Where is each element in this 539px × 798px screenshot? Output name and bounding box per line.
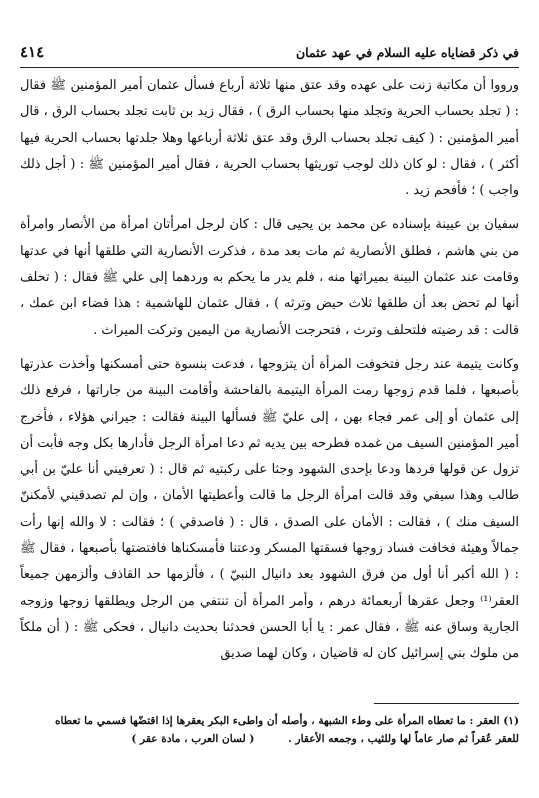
paragraph-mukataba: ورووا أن مكاتبة زنت على عهده وقد عتق منها ثلاثة أرباع فسأل عثمان أمير المؤمنين ﷺ فقال : ( تجلد بحساب الحرية وتجلد منها بحساب الرق ) ، فقال زيد بن ثابت تجلد بحساب الرق ، قال أمير المؤمنين : ( كيف تجلد بحساب الرق وقد عتق ثلاثة أرباعها وهلا جلدتها بحساب الحرية فيها أكثر ) ، فقال : لو كان ذلك لوجب توريثها بحساب الحرية ، فقال أمير المؤمنين ﷺ : ( أجل ذلك واجب ) ؛ فأفحم زيد . [20,78,519,199]
page-number: ٤١٤ [20,43,45,61]
paragraph-sufyan: سفيان بن عيينة بإسناده عن محمد بن يحيى قال : كان لرجل امرأتان امرأة من الأنصار وامرأة من بني هاشم ، فطلق الأنصارية ثم مات بعد مدة ، فذكرت الأنصارية التي طلقها أنها في عدتها وقامت عند عثمان البينة بميراثها منه ، فلم يدر ما يحكم به وردهما إلى علي ﷺ فقال : ( تحلف أنها لم تحض بعد أن طلقها ثلاث حيض وترثه ) ، فقال عثمان للهاشمية : هذا قضاء ابن عمك ، قالت : قد رضيته فلتحلف وترث ، فتحرجت الأنصارية من اليمين وتركت الميراث . [20,217,519,338]
footnote [20,712,519,748]
footnote-line-2-text: للعقر عُقراً ثم صار عاماً لها وللثيب ، وجمعه الأعقار . [288,733,519,745]
main-text [20,73,519,668]
header-rule [20,67,519,68]
footnote-source: ( لسان العرب ، مادة عقر ) [131,733,255,745]
paragraph-orphan: وكانت يتيمة عند رجل فتخوفت المرأة أن يتزوجها ، فدعت بنسوة حتى أمسكنها وأخذت عذرتها بأصبعها ، فلما قدم زوجها رمت المرأة اليتيمة بالفاحشة وأقامت البينة من جاراتها ، فرفع ذلك إلى عثمان أو إلى عمر فجاء بهن ، إلى عليّ ﷺ فسألها البينة فقالت : جيراني هؤلاء ، فأخرج أمير المؤمنين السيف من غمده فطرحه بين يديه ثم دعا امرأة الرجل فأدارها بكل وجه فأبت أن تزول عن قولها فردها ودعا بإحدى الشهود وجثا على ركبتيه ثم قال : ( تعرفيني أنا عليّ بن أبي طالب وهذا سيفي وقد قالت امرأة الرجل ما قالت وأعطيتها الأمان ، وإن لم تصدقيني لأمكننّ السيف منك ) ، فقالت : الأمان على الصدق ، قال : ( فاصدقي ) ؛ فقالت : لا والله إنها رأت جمالاً وهيئة فخافت فساد زوجها فسقتها المسكر ودعتنا فأمسكناها فافتضتها بأصبعها ، فقال ﷺ : ( الله أكبر أنا أول من فرق الشهود بعد دانيال النبيّ ) ، فألزمها حد القاذف وألزمهن جميعاً العقر⁽¹⁾ وجعل عقرها أربعمائة درهم ، وأمر المرأة أن تنتفي من الرجل ويطلقها زوجها وزوجه الجارية وساق عنه ﷺ ، فقال عمر : يا أبا الحسن فحدثنا بحديث دانيال ، فحكى ﷺ : ( أن ملكاً من ملوك بني إسرائيل كان له قاضيان ، وكان لهما صديق [20,356,519,662]
page-header [20,40,519,64]
footnote-line-2 [20,730,519,748]
running-title: في ذكر قضاياه عليه السلام في عهد عثمان [295,44,519,60]
footnote-rule [374,703,519,704]
footnote-line-1: (١) العقر : ما تعطاه المرأة على وطء الشبهة ، وأصله أن واطىء البكر يعقرها إذا اقتضّها فسمي ما تعطاه [54,715,519,727]
